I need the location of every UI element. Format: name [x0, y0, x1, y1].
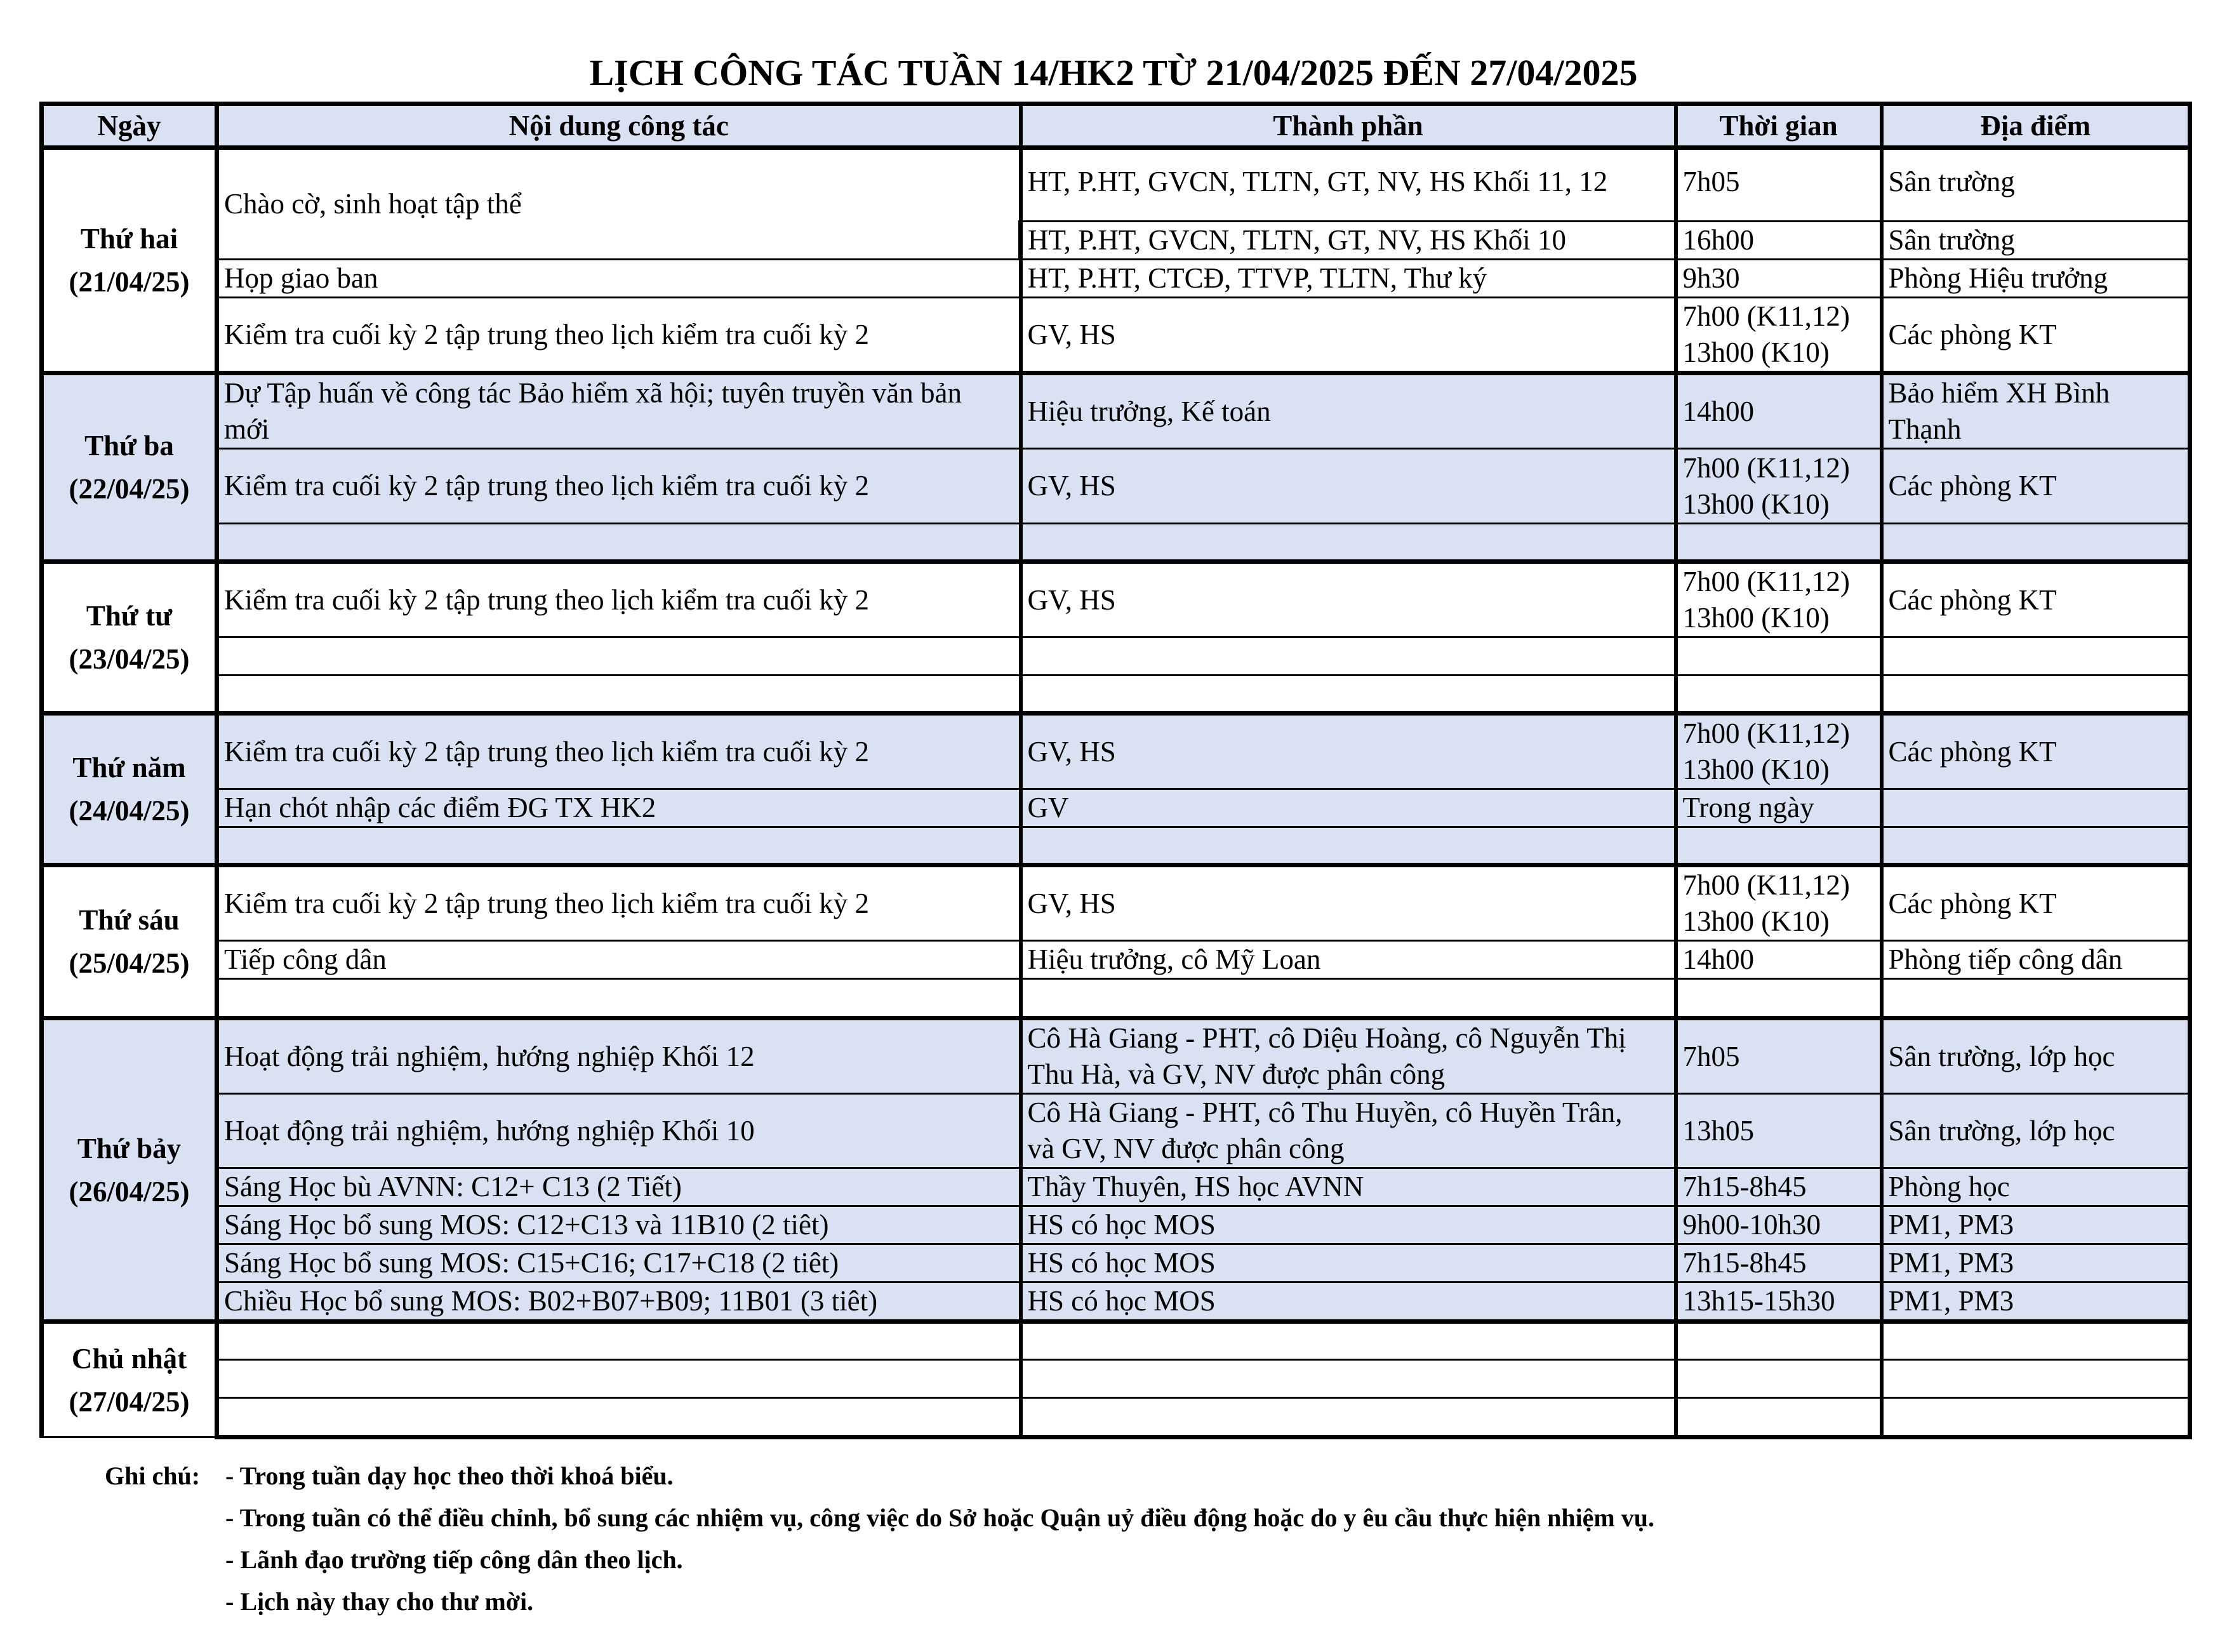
day-date: (26/04/25) — [69, 1175, 190, 1208]
content-cell — [217, 1360, 1021, 1398]
time-cell — [1676, 1398, 1882, 1437]
content-cell — [217, 637, 1021, 676]
day-cell — [42, 148, 217, 373]
content-cell: Sáng Học bù AVNN: C12+ C13 (2 Tiết) — [217, 1168, 1021, 1206]
content-cell: Kiểm tra cuối kỳ 2 tập trung theo lịch kiểm tra cuối kỳ 2 — [217, 449, 1021, 524]
place-cell: Các phòng KT — [1882, 562, 2190, 637]
page-title: LỊCH CÔNG TÁC TUẦN 14/HK2 TỪ 21/04/2025 ĐẾN 27/04/2025 — [589, 52, 1638, 93]
place-line-1: Bảo hiểm XH Bình — [1888, 377, 2110, 409]
participants-cell: HT, P.HT, GVCN, TLTN, GT, NV, HS Khối 11, 12 — [1021, 148, 1676, 222]
place-cell: Phòng học — [1882, 1168, 2190, 1206]
table-row — [42, 979, 2190, 1018]
content-cell — [217, 979, 1021, 1018]
table-row — [42, 1322, 2190, 1360]
time-line-2: 13h00 (K10) — [1682, 905, 1830, 937]
content-cell — [217, 373, 1021, 449]
day-cell — [42, 714, 217, 865]
participants-cell: Hiệu trưởng, Kế toán — [1021, 373, 1676, 449]
content-cell: Kiểm tra cuối kỳ 2 tập trung theo lịch kiểm tra cuối kỳ 2 — [217, 298, 1021, 373]
content-cell: Tiếp công dân — [217, 941, 1021, 979]
note-item: - Lãnh đạo trường tiếp công dân theo lịch. — [225, 1545, 683, 1574]
day-name: Thứ sáu — [79, 904, 180, 936]
place-cell — [1882, 789, 2190, 827]
time-cell: 16h00 — [1676, 222, 1882, 260]
day-date: (25/04/25) — [69, 947, 190, 979]
day-group-monday — [42, 148, 2190, 373]
participants-cell — [1021, 1398, 1676, 1437]
time-cell — [1676, 1322, 1882, 1360]
participants-cell — [1021, 524, 1676, 562]
table-row — [42, 1360, 2190, 1398]
participants-cell: Thầy Thuyên, HS học AVNN — [1021, 1168, 1676, 1206]
time-cell: 7h05 — [1676, 1018, 1882, 1094]
place-cell — [1882, 1360, 2190, 1398]
participants-cell — [1021, 1094, 1676, 1168]
content-cell — [217, 524, 1021, 562]
content-cell: Hoạt động trải nghiệm, hướng nghiệp Khối 10 — [217, 1094, 1021, 1168]
table-row — [42, 1398, 2190, 1437]
table-row — [42, 298, 2190, 373]
table-row — [42, 789, 2190, 827]
table-row — [42, 260, 2190, 298]
day-name: Thứ năm — [72, 752, 186, 783]
content-cell — [217, 1398, 1021, 1437]
header-place: Địa điểm — [1882, 104, 2190, 148]
content-cell: Hoạt động trải nghiệm, hướng nghiệp Khối 12 — [217, 1018, 1021, 1094]
participants-line-2: và GV, NV được phân công — [1027, 1133, 1345, 1164]
participants-cell: GV — [1021, 789, 1676, 827]
time-line-1: 7h00 (K11,12) — [1682, 566, 1850, 597]
place-cell — [1882, 637, 2190, 676]
participants-cell: GV, HS — [1021, 714, 1676, 789]
day-date: (21/04/25) — [69, 266, 190, 298]
day-group-saturday — [42, 1018, 2190, 1322]
participants-cell: HS có học MOS — [1021, 1206, 1676, 1244]
content-cell: Kiểm tra cuối kỳ 2 tập trung theo lịch kiểm tra cuối kỳ 2 — [217, 714, 1021, 789]
day-name: Chủ nhật — [71, 1342, 187, 1375]
table-row — [42, 1018, 2190, 1094]
day-date: (24/04/25) — [69, 795, 190, 827]
table-row — [42, 865, 2190, 941]
participants-line-1: Cô Hà Giang - PHT, cô Thu Huyền, cô Huyền Trân, — [1027, 1096, 1623, 1128]
header-row — [42, 104, 2190, 148]
participants-line-2: Thu Hà, và GV, NV được phân công — [1027, 1058, 1446, 1090]
time-cell — [1676, 637, 1882, 676]
participants-cell: Hiệu trưởng, cô Mỹ Loan — [1021, 941, 1676, 979]
day-date: (27/04/25) — [69, 1385, 190, 1418]
notes-label: Ghi chú: — [105, 1462, 201, 1490]
table-row — [42, 373, 2190, 449]
place-cell — [1882, 827, 2190, 865]
day-cell — [42, 1018, 217, 1322]
place-cell — [1882, 524, 2190, 562]
time-line-2: 13h00 (K10) — [1682, 754, 1830, 785]
note-item: - Lịch này thay cho thư mời. — [225, 1587, 534, 1616]
time-cell: 9h30 — [1676, 260, 1882, 298]
day-cell — [42, 373, 217, 562]
day-group-sunday — [42, 1322, 2190, 1437]
content-cell: Sáng Học bổ sung MOS: C15+C16; C17+C18 (2 tiêt) — [217, 1244, 1021, 1282]
place-cell: Sân trường — [1882, 148, 2190, 222]
day-cell — [42, 562, 217, 714]
time-cell — [1676, 979, 1882, 1018]
participants-cell: GV, HS — [1021, 562, 1676, 637]
time-cell — [1676, 562, 1882, 637]
time-cell — [1676, 676, 1882, 714]
place-cell: PM1, PM3 — [1882, 1244, 2190, 1282]
content-line-1: Dự Tập huấn về công tác Bảo hiểm xã hội; tuyên truyền văn bản — [224, 377, 962, 409]
time-line-2: 13h00 (K10) — [1682, 602, 1830, 634]
place-cell: Các phòng KT — [1882, 865, 2190, 941]
content-cell — [217, 1322, 1021, 1360]
participants-cell — [1021, 676, 1676, 714]
time-cell — [1676, 865, 1882, 941]
day-group-tuesday — [42, 373, 2190, 562]
place-cell — [1882, 1322, 2190, 1360]
header-time: Thời gian — [1676, 104, 1882, 148]
table-row — [42, 941, 2190, 979]
place-cell: Sân trường — [1882, 222, 2190, 260]
schedule-table — [39, 102, 2192, 1439]
day-group-wednesday — [42, 562, 2190, 714]
table-row — [42, 637, 2190, 676]
participants-cell: GV, HS — [1021, 449, 1676, 524]
participants-cell — [1021, 1018, 1676, 1094]
place-cell: Sân trường, lớp học — [1882, 1018, 2190, 1094]
place-cell: PM1, PM3 — [1882, 1282, 2190, 1322]
time-cell — [1676, 827, 1882, 865]
time-cell — [1676, 524, 1882, 562]
time-line-1: 7h00 (K11,12) — [1682, 869, 1850, 901]
time-cell: 13h05 — [1676, 1094, 1882, 1168]
time-cell: Trong ngày — [1676, 789, 1882, 827]
content-cell: Họp giao ban — [217, 260, 1021, 298]
place-cell: Phòng Hiệu trưởng — [1882, 260, 2190, 298]
participants-cell — [1021, 1322, 1676, 1360]
note-item: - Trong tuần có thể điều chỉnh, bổ sung các nhiệm vụ, công việc do Sở hoặc Quận uỷ điều động hoặc do y êu cầu thực hiện nhiệm vụ. — [225, 1503, 1654, 1532]
content-cell: Chiều Học bổ sung MOS: B02+B07+B09; 11B01 (3 tiêt) — [217, 1282, 1021, 1322]
day-group-thursday — [42, 714, 2190, 865]
notes-list — [225, 1455, 2130, 1623]
content-cell: Kiểm tra cuối kỳ 2 tập trung theo lịch kiểm tra cuối kỳ 2 — [217, 865, 1021, 941]
time-line-2: 13h00 (K10) — [1682, 336, 1830, 368]
table-row — [42, 449, 2190, 524]
table-row — [42, 1206, 2190, 1244]
place-cell: PM1, PM3 — [1882, 1206, 2190, 1244]
header-participants: Thành phần — [1021, 104, 1676, 148]
participants-cell — [1021, 637, 1676, 676]
participants-cell — [1021, 979, 1676, 1018]
participants-cell: HT, P.HT, CTCĐ, TTVP, TLTN, Thư ký — [1021, 260, 1676, 298]
time-cell — [1676, 298, 1882, 373]
time-cell: 7h05 — [1676, 148, 1882, 222]
table-row — [42, 1094, 2190, 1168]
place-cell — [1882, 1398, 2190, 1437]
participants-cell — [1021, 827, 1676, 865]
participants-cell: HS có học MOS — [1021, 1244, 1676, 1282]
day-name: Thứ bảy — [77, 1132, 182, 1164]
time-cell: 7h15-8h45 — [1676, 1168, 1882, 1206]
time-cell — [1676, 1360, 1882, 1398]
place-cell: Các phòng KT — [1882, 449, 2190, 524]
table-row — [42, 148, 2190, 222]
time-cell: 7h15-8h45 — [1676, 1244, 1882, 1282]
content-cell: Chào cờ, sinh hoạt tập thể — [217, 148, 1021, 260]
day-date: (22/04/25) — [69, 473, 190, 505]
time-line-1: 7h00 (K11,12) — [1682, 451, 1850, 484]
content-cell — [217, 676, 1021, 714]
time-cell — [1676, 449, 1882, 524]
time-line-2: 13h00 (K10) — [1682, 488, 1830, 520]
day-cell — [42, 865, 217, 1018]
place-cell — [1882, 979, 2190, 1018]
day-name: Thứ ba — [84, 430, 174, 462]
time-cell: 14h00 — [1676, 941, 1882, 979]
place-cell: Phòng tiếp công dân — [1882, 941, 2190, 979]
place-line-2: Thạnh — [1888, 413, 1962, 445]
table-row — [42, 1282, 2190, 1322]
table-row — [42, 1244, 2190, 1282]
header-content: Nội dung công tác — [217, 104, 1021, 148]
content-line-2: mới — [224, 413, 270, 445]
day-group-friday — [42, 865, 2190, 1018]
place-cell: Sân trường, lớp học — [1882, 1094, 2190, 1168]
place-cell: Các phòng KT — [1882, 298, 2190, 373]
day-date: (23/04/25) — [69, 643, 190, 675]
time-line-1: 7h00 (K11,12) — [1682, 717, 1850, 749]
table-row — [42, 524, 2190, 562]
table-row — [42, 562, 2190, 637]
participants-line-1: Cô Hà Giang - PHT, cô Diệu Hoàng, cô Nguyễn Thị — [1027, 1022, 1626, 1054]
time-cell — [1676, 714, 1882, 789]
day-cell — [42, 1322, 217, 1437]
content-cell — [217, 827, 1021, 865]
place-cell — [1882, 676, 2190, 714]
table-row — [42, 1168, 2190, 1206]
content-cell: Sáng Học bổ sung MOS: C12+C13 và 11B10 (2 tiêt) — [217, 1206, 1021, 1244]
participants-cell: GV, HS — [1021, 865, 1676, 941]
participants-cell: HT, P.HT, GVCN, TLTN, GT, NV, HS Khối 10 — [1021, 222, 1676, 260]
table-row — [42, 714, 2190, 789]
note-item: - Trong tuần dạy học theo thời khoá biểu. — [225, 1462, 674, 1490]
time-cell: 13h15-15h30 — [1676, 1282, 1882, 1322]
place-cell — [1882, 373, 2190, 449]
participants-cell: GV, HS — [1021, 298, 1676, 373]
content-cell: Hạn chót nhập các điểm ĐG TX HK2 — [217, 789, 1021, 827]
content-cell: Kiểm tra cuối kỳ 2 tập trung theo lịch kiểm tra cuối kỳ 2 — [217, 562, 1021, 637]
time-cell: 14h00 — [1676, 373, 1882, 449]
table-row — [42, 827, 2190, 865]
day-name: Thứ tư — [86, 600, 173, 632]
participants-cell: HS có học MOS — [1021, 1282, 1676, 1322]
participants-cell — [1021, 1360, 1676, 1398]
time-cell: 9h00-10h30 — [1676, 1206, 1882, 1244]
day-name: Thứ hai — [80, 223, 178, 255]
place-cell: Các phòng KT — [1882, 714, 2190, 789]
time-line-1: 7h00 (K11,12) — [1682, 300, 1850, 332]
table-row — [42, 676, 2190, 714]
header-day: Ngày — [42, 104, 217, 148]
